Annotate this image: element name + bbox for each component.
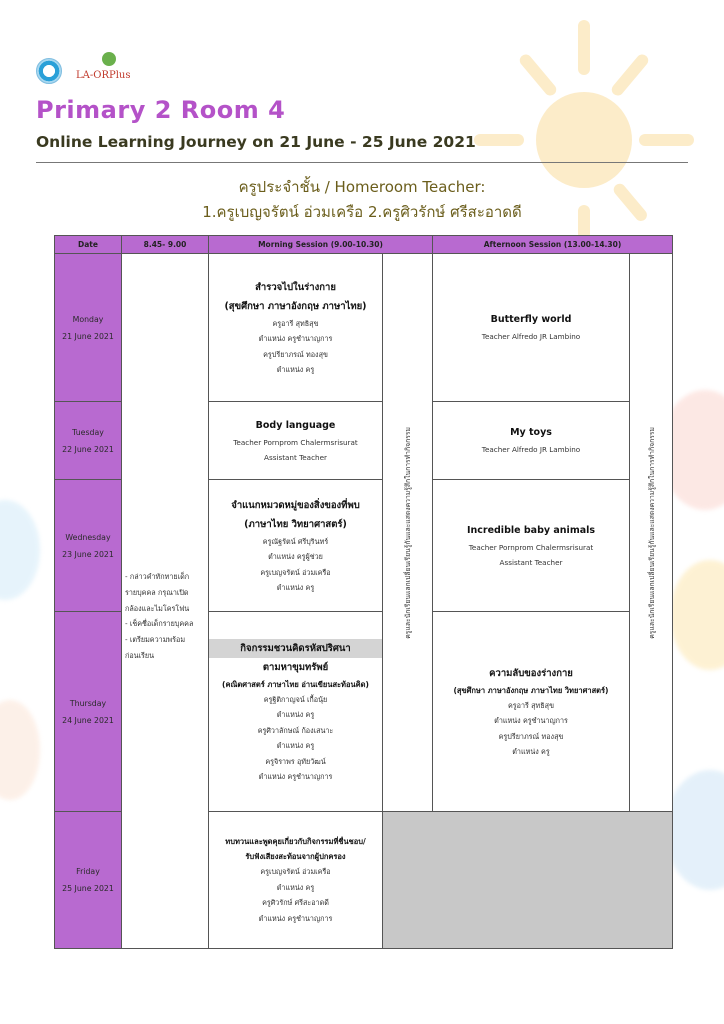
homeroom-teachers: 1.ครูเบญจรัตน์ อ่วมเครือ 2.ครูศิวรักษ์ ศรีสะอาดดี [202, 203, 522, 221]
teacher-line: ตำแหน่ง ครูชำนาญการ [258, 913, 333, 923]
teacher-line: ตำแหน่ง ครู [276, 741, 315, 750]
teacher-line: ครูจิราพร อุทัยวัฒน์ [265, 756, 326, 766]
activity-subjects: (สุขศึกษา ภาษาอังกฤษ ภาษาไทย วิทยาศาสตร์) [453, 685, 609, 695]
activity-title: กิจกรรมชวนคิดรหัสปริศนา [209, 639, 382, 658]
background-blob [665, 770, 724, 890]
morning-reflection-cell [382, 253, 433, 812]
activity-subjects: (คณิตศาสตร์ ภาษาไทย อ่านเขียนสะท้อนคิด) [222, 679, 369, 689]
header-afternoon: Afternoon Session (13.00-14.30) [432, 235, 673, 254]
activity-title: (ภาษาไทย วิทยาศาสตร์) [244, 518, 347, 530]
morning-friday [208, 811, 383, 949]
teacher-line: ครูปรียาภรณ์ ทองสุข [263, 349, 328, 359]
teacher-line: ตำแหน่ง ครู [276, 365, 315, 374]
note-line: กล้องและไมโครโฟน [125, 603, 190, 613]
teacher-line: ครูอารี สุทธิสุข [508, 700, 554, 710]
note-line: ก่อนเรียน [125, 650, 155, 660]
background-blob [0, 700, 40, 800]
day-friday [54, 811, 122, 949]
day-date: 23 June 2021 [62, 549, 114, 559]
afternoon-tuesday [432, 401, 630, 480]
activity-title: (สุขศึกษา ภาษาอังกฤษ ภาษาไทย) [224, 300, 367, 312]
teacher-line: ตำแหน่ง ครู [276, 882, 315, 892]
teacher-line: ครูเบญจรัตน์ อ่วมเครือ [260, 867, 331, 876]
teacher-line: ตำแหน่ง ครู [276, 583, 315, 592]
day-name: Tuesday [72, 427, 104, 437]
teacher-line: ครูศิวาลักษณ์ ก้องเสนาะ [257, 725, 334, 735]
day-wednesday [54, 479, 122, 612]
teacher-line: ตำแหน่ง ครู [512, 747, 550, 756]
day-name: Thursday [69, 698, 107, 708]
teacher-line: ตำแหน่ง ครูชำนาญการ [494, 716, 568, 725]
teacher-line: Teacher Alfredo JR Lambino [481, 445, 581, 455]
teacher-line: ตำแหน่ง ครูผู้ช่วย [268, 552, 323, 561]
activity-title: My toys [510, 427, 552, 439]
reflection-note: ครูและนักเรียนแลกเปลี่ยนเรียนรู้กันและแสดงความรู้สึกในการทำกิจกรรม [647, 426, 656, 639]
note-line: รายบุคคล กรุณาเปิด [125, 587, 189, 597]
early-session-notes [122, 569, 211, 664]
day-name: Friday [76, 867, 100, 876]
activity-title: ตามหาขุมทรัพย์ [262, 661, 329, 673]
header-morning: Morning Session (9.00-10.30) [208, 235, 433, 254]
note-line: - เตรียมความพร้อม [125, 635, 186, 645]
activity-title: สำรวจไปในร่างกาย [255, 281, 336, 293]
laor-plus-logo [76, 58, 131, 81]
afternoon-wednesday [432, 479, 630, 612]
reflection-note: ครูและนักเรียนแลกเปลี่ยนเรียนรู้กันและแสดงความรู้สึกในการทำกิจกรรม [404, 426, 412, 639]
activity-title: ความลับของร่างกาย [489, 667, 573, 679]
day-date: 24 June 2021 [62, 715, 114, 725]
logo-text: LA-ORPlus [76, 70, 131, 81]
teacher-line: Teacher Pornprom Chalermsrisurat [233, 437, 358, 447]
teacher-line: ครูอารี สุทธิสุข [272, 318, 319, 328]
morning-tuesday [208, 401, 383, 480]
note-line: - กล่าวคำทักทายเด็ก [125, 572, 190, 581]
teacher-line: ตำแหน่ง ครูชำนาญการ [258, 334, 333, 343]
teacher-line: Assistant Teacher [499, 558, 563, 567]
activity-title: Body language [255, 419, 336, 431]
note-line: - เช็คชื่อเด็กรายบุคคล [125, 619, 194, 629]
morning-wednesday [208, 479, 383, 612]
friday-no-session [382, 811, 673, 949]
teacher-line: ครูณัฐรัตน์ ศรีบุรินทร์ [262, 536, 329, 546]
teacher-line: ครูฐิติกาญจน์ เกื้อนุ้ย [263, 694, 328, 704]
homeroom-label: ครูประจำชั้น / Homeroom Teacher: [238, 178, 486, 196]
teacher-line: ครูศิวรักษ์ ศรีสะอาดดี [262, 898, 329, 907]
background-blob [0, 500, 40, 600]
morning-thursday [208, 611, 383, 812]
teacher-line: ครูปรียาภรณ์ ทองสุข [498, 731, 564, 741]
day-tuesday [54, 401, 122, 480]
morning-monday [208, 253, 383, 402]
activity-title: Butterfly world [490, 314, 572, 326]
activity-title: Incredible baby animals [466, 524, 596, 536]
day-date: 25 June 2021 [62, 884, 114, 893]
tree-icon [102, 52, 116, 66]
teacher-line: Teacher Alfredo JR Lambino [481, 332, 581, 342]
page-subtitle: Online Learning Journey on 21 June - 25 June 2021 [36, 133, 476, 151]
teacher-line: ครูเบญจรัตน์ อ่วมเครือ [260, 567, 331, 577]
header-early: 8.45- 9.00 [121, 235, 209, 254]
early-session-cell [121, 253, 209, 949]
activity-title: รับฟังเสียงสะท้อนจากผู้ปกครอง [245, 852, 346, 861]
afternoon-monday [432, 253, 630, 402]
school-logo [36, 58, 62, 84]
day-date: 21 June 2021 [62, 331, 114, 341]
background-blob [670, 560, 724, 670]
divider [36, 162, 688, 163]
teacher-line: ตำแหน่ง ครูชำนาญการ [258, 772, 333, 781]
afternoon-thursday [432, 611, 630, 812]
teacher-line: Teacher Pornprom Chalermsrisurat [468, 542, 594, 552]
day-name: Monday [72, 314, 104, 324]
activity-title: จำแนกหมวดหมู่ของสิ่งของที่พบ [231, 499, 360, 511]
header-date: Date [54, 235, 122, 254]
day-monday [54, 253, 122, 402]
day-thursday [54, 611, 122, 812]
teacher-line: ตำแหน่ง ครู [276, 710, 315, 719]
schedule-table [54, 235, 673, 949]
teacher-line: Assistant Teacher [264, 453, 327, 462]
day-date: 22 June 2021 [62, 444, 114, 454]
afternoon-reflection-cell [629, 253, 673, 812]
activity-title: ทบทวนและพูดคุยเกี่ยวกับกิจกรรมที่ชื่นชอบ/ [225, 837, 366, 846]
day-name: Wednesday [65, 532, 111, 542]
page-title: Primary 2 Room 4 [36, 96, 286, 124]
